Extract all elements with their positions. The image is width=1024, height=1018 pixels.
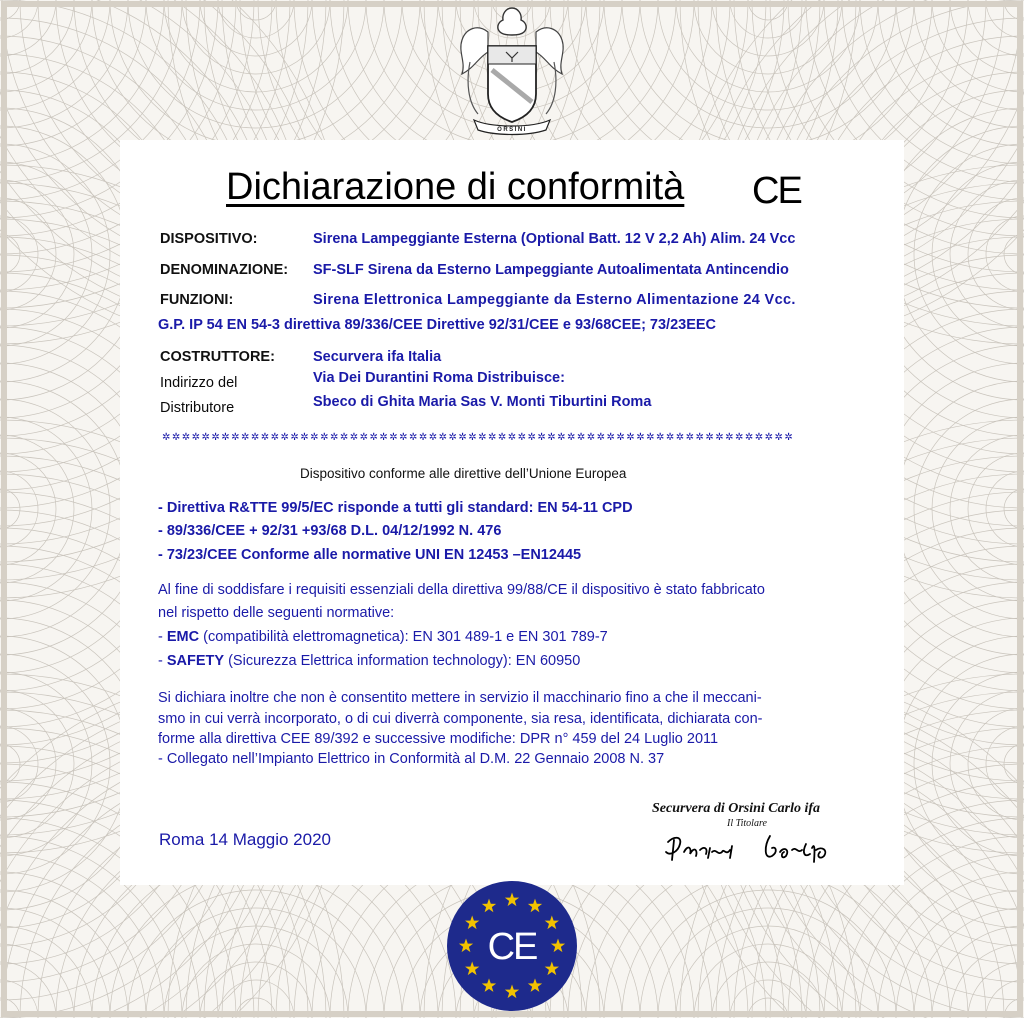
guilloche-ring (914, 399, 1024, 619)
guilloche-ring (164, 926, 348, 1018)
guilloche-ring (0, 162, 92, 346)
safety-line (158, 653, 580, 669)
guilloche-ring (0, 0, 74, 74)
guilloche-ring (0, 435, 74, 583)
guilloche-ring (658, 0, 878, 110)
indirizzo-value-line2: Sbeco di Ghita Maria Sas V. Monti Tiburtini Roma (313, 394, 652, 410)
guilloche-ring (0, 453, 56, 565)
signer-name: Securvera di Orsini Carlo ifa (652, 801, 821, 816)
declaration-line-3: forme alla direttiva CEE 89/392 e successive modifiche: DPR n° 459 del 24 Luglio 2011 (158, 731, 719, 747)
guilloche-ring (968, 0, 1024, 56)
declaration-line-4: - Collegato nell’Impianto Elettrico in Conformità al D.M. 22 Gennaio 2008 N. 37 (158, 751, 665, 767)
guilloche-ring (110, 0, 402, 146)
star-separator: ✲✲✲✲✲✲✲✲✲✲✲✲✲✲✲✲✲✲✲✲✲✲✲✲✲✲✲✲✲✲✲✲✲✲✲✲✲✲✲✲✲✲✲✲✲✲✲✲✲✲✲✲✲✲✲✲✲✲✲✲✲✲✲✲ (162, 432, 795, 443)
indirizzo-value-line1: Via Dei Durantini Roma Distribuisce: (313, 370, 565, 386)
guilloche-ring (968, 453, 1024, 565)
emc-prefix: - (158, 629, 167, 645)
indirizzo-label-line2: Distributore (160, 400, 235, 416)
guilloche-ring (0, 399, 110, 619)
emc-label: EMC (166, 629, 200, 645)
guilloche-ring (896, 0, 1024, 128)
guilloche-ring (676, 926, 860, 1018)
declaration-line-1: Si dichiara inoltre che non è consentito mettere in servizio il macchinario fino a che il meccani- (158, 690, 762, 706)
signer-role: Il Titolare (727, 818, 767, 829)
coat-of-arms-crest (448, 2, 576, 142)
denominazione-value: SF-SLF Sirena da Esterno Lampeggiante Autoalimentata Antincendio (313, 262, 789, 278)
emc-line (158, 629, 608, 645)
guilloche-ring (164, 0, 348, 92)
guilloche-ring (0, 890, 128, 1018)
safety-prefix: - (158, 653, 167, 669)
guilloche-ring (658, 908, 878, 1018)
safety-text: (Sicurezza Elettrica information technology): EN 60950 (224, 653, 581, 669)
guilloche-ring (0, 672, 92, 856)
directive-line-2: - 89/336/CEE + 92/31 +93/68 D.L. 04/12/1992 N. 476 (158, 523, 502, 539)
handwritten-signature (660, 826, 850, 866)
declaration-line-2: smo in cui verrà incorporato, o di cui diverrà componente, sia resa, identificata, dichiarata con- (158, 711, 763, 727)
guilloche-ring (968, 962, 1024, 1018)
conformity-heading: Dispositivo conforme alle direttive dell’Unione Europea (300, 466, 627, 481)
guilloche-ring (200, 0, 312, 56)
directive-line-1: - Direttiva R&TTE 99/5/EC risponde a tutti gli standard: EN 54-11 CPD (158, 500, 633, 516)
guilloche-ring (0, 944, 74, 1018)
guilloche-ring (950, 0, 1024, 74)
guilloche-ring (950, 944, 1024, 1018)
guilloche-ring (200, 962, 312, 1018)
funzioni-value-line1: Sirena Elettronica Lampeggiante da Esterno Alimentazione 24 Vcc. (313, 292, 796, 308)
guilloche-ring (676, 0, 860, 92)
requirements-line-2: nel rispetto delle seguenti normative: (158, 605, 395, 621)
guilloche-ring (896, 890, 1024, 1018)
page-title: Dichiarazione di conformità (226, 166, 685, 208)
guilloche-ring (712, 0, 824, 56)
requirements-line-1: Al fine di soddisfare i requisiti essenziali della direttiva 99/88/CE il dispositivo è stato fabbricato (158, 582, 765, 598)
guilloche-ring (146, 0, 366, 110)
directive-line-3: - 73/23/CEE Conforme alle normative UNI EN 12453 –EN12445 (158, 547, 582, 563)
guilloche-ring (0, 962, 56, 1018)
guilloche-ring (0, 417, 92, 601)
funzioni-label: FUNZIONI: (160, 292, 234, 308)
ce-eu-badge (446, 880, 578, 1012)
costruttore-label: COSTRUTTORE: (160, 349, 275, 365)
guilloche-ring (932, 672, 1024, 856)
guilloche-ring (0, 0, 128, 128)
guilloche-ring (0, 0, 56, 56)
guilloche-ring (622, 0, 914, 146)
safety-label: SAFETY (166, 653, 225, 669)
ce-badge-text: CE (487, 926, 537, 968)
funzioni-value-line2: G.P. IP 54 EN 54-3 direttiva 89/336/CEE Direttive 92/31/CEE e 93/68CEE; 73/23EEC (158, 317, 717, 333)
dispositivo-value: Sirena Lampeggiante Esterna (Optional Batt. 12 V 2,2 Ah) Alim. 24 Vcc (313, 231, 796, 247)
emc-text: (compatibilità elettromagnetica): EN 301 489-1 e EN 301 789-7 (199, 629, 608, 645)
crest-banner-text: ORSINI (497, 127, 527, 133)
guilloche-ring (932, 417, 1024, 601)
guilloche-ring (950, 435, 1024, 583)
denominazione-label: DENOMINAZIONE: (160, 262, 289, 278)
indirizzo-label-line1: Indirizzo del (160, 375, 238, 391)
place-date: Roma 14 Maggio 2020 (159, 830, 332, 849)
guilloche-ring (146, 908, 366, 1018)
costruttore-value: Securvera ifa Italia (313, 349, 442, 365)
dispositivo-label: DISPOSITIVO: (160, 231, 258, 247)
guilloche-ring (110, 872, 402, 1018)
guilloche-ring (622, 872, 914, 1018)
ce-mark-title: CE (752, 170, 801, 212)
guilloche-ring (712, 962, 824, 1018)
guilloche-ring (932, 162, 1024, 346)
